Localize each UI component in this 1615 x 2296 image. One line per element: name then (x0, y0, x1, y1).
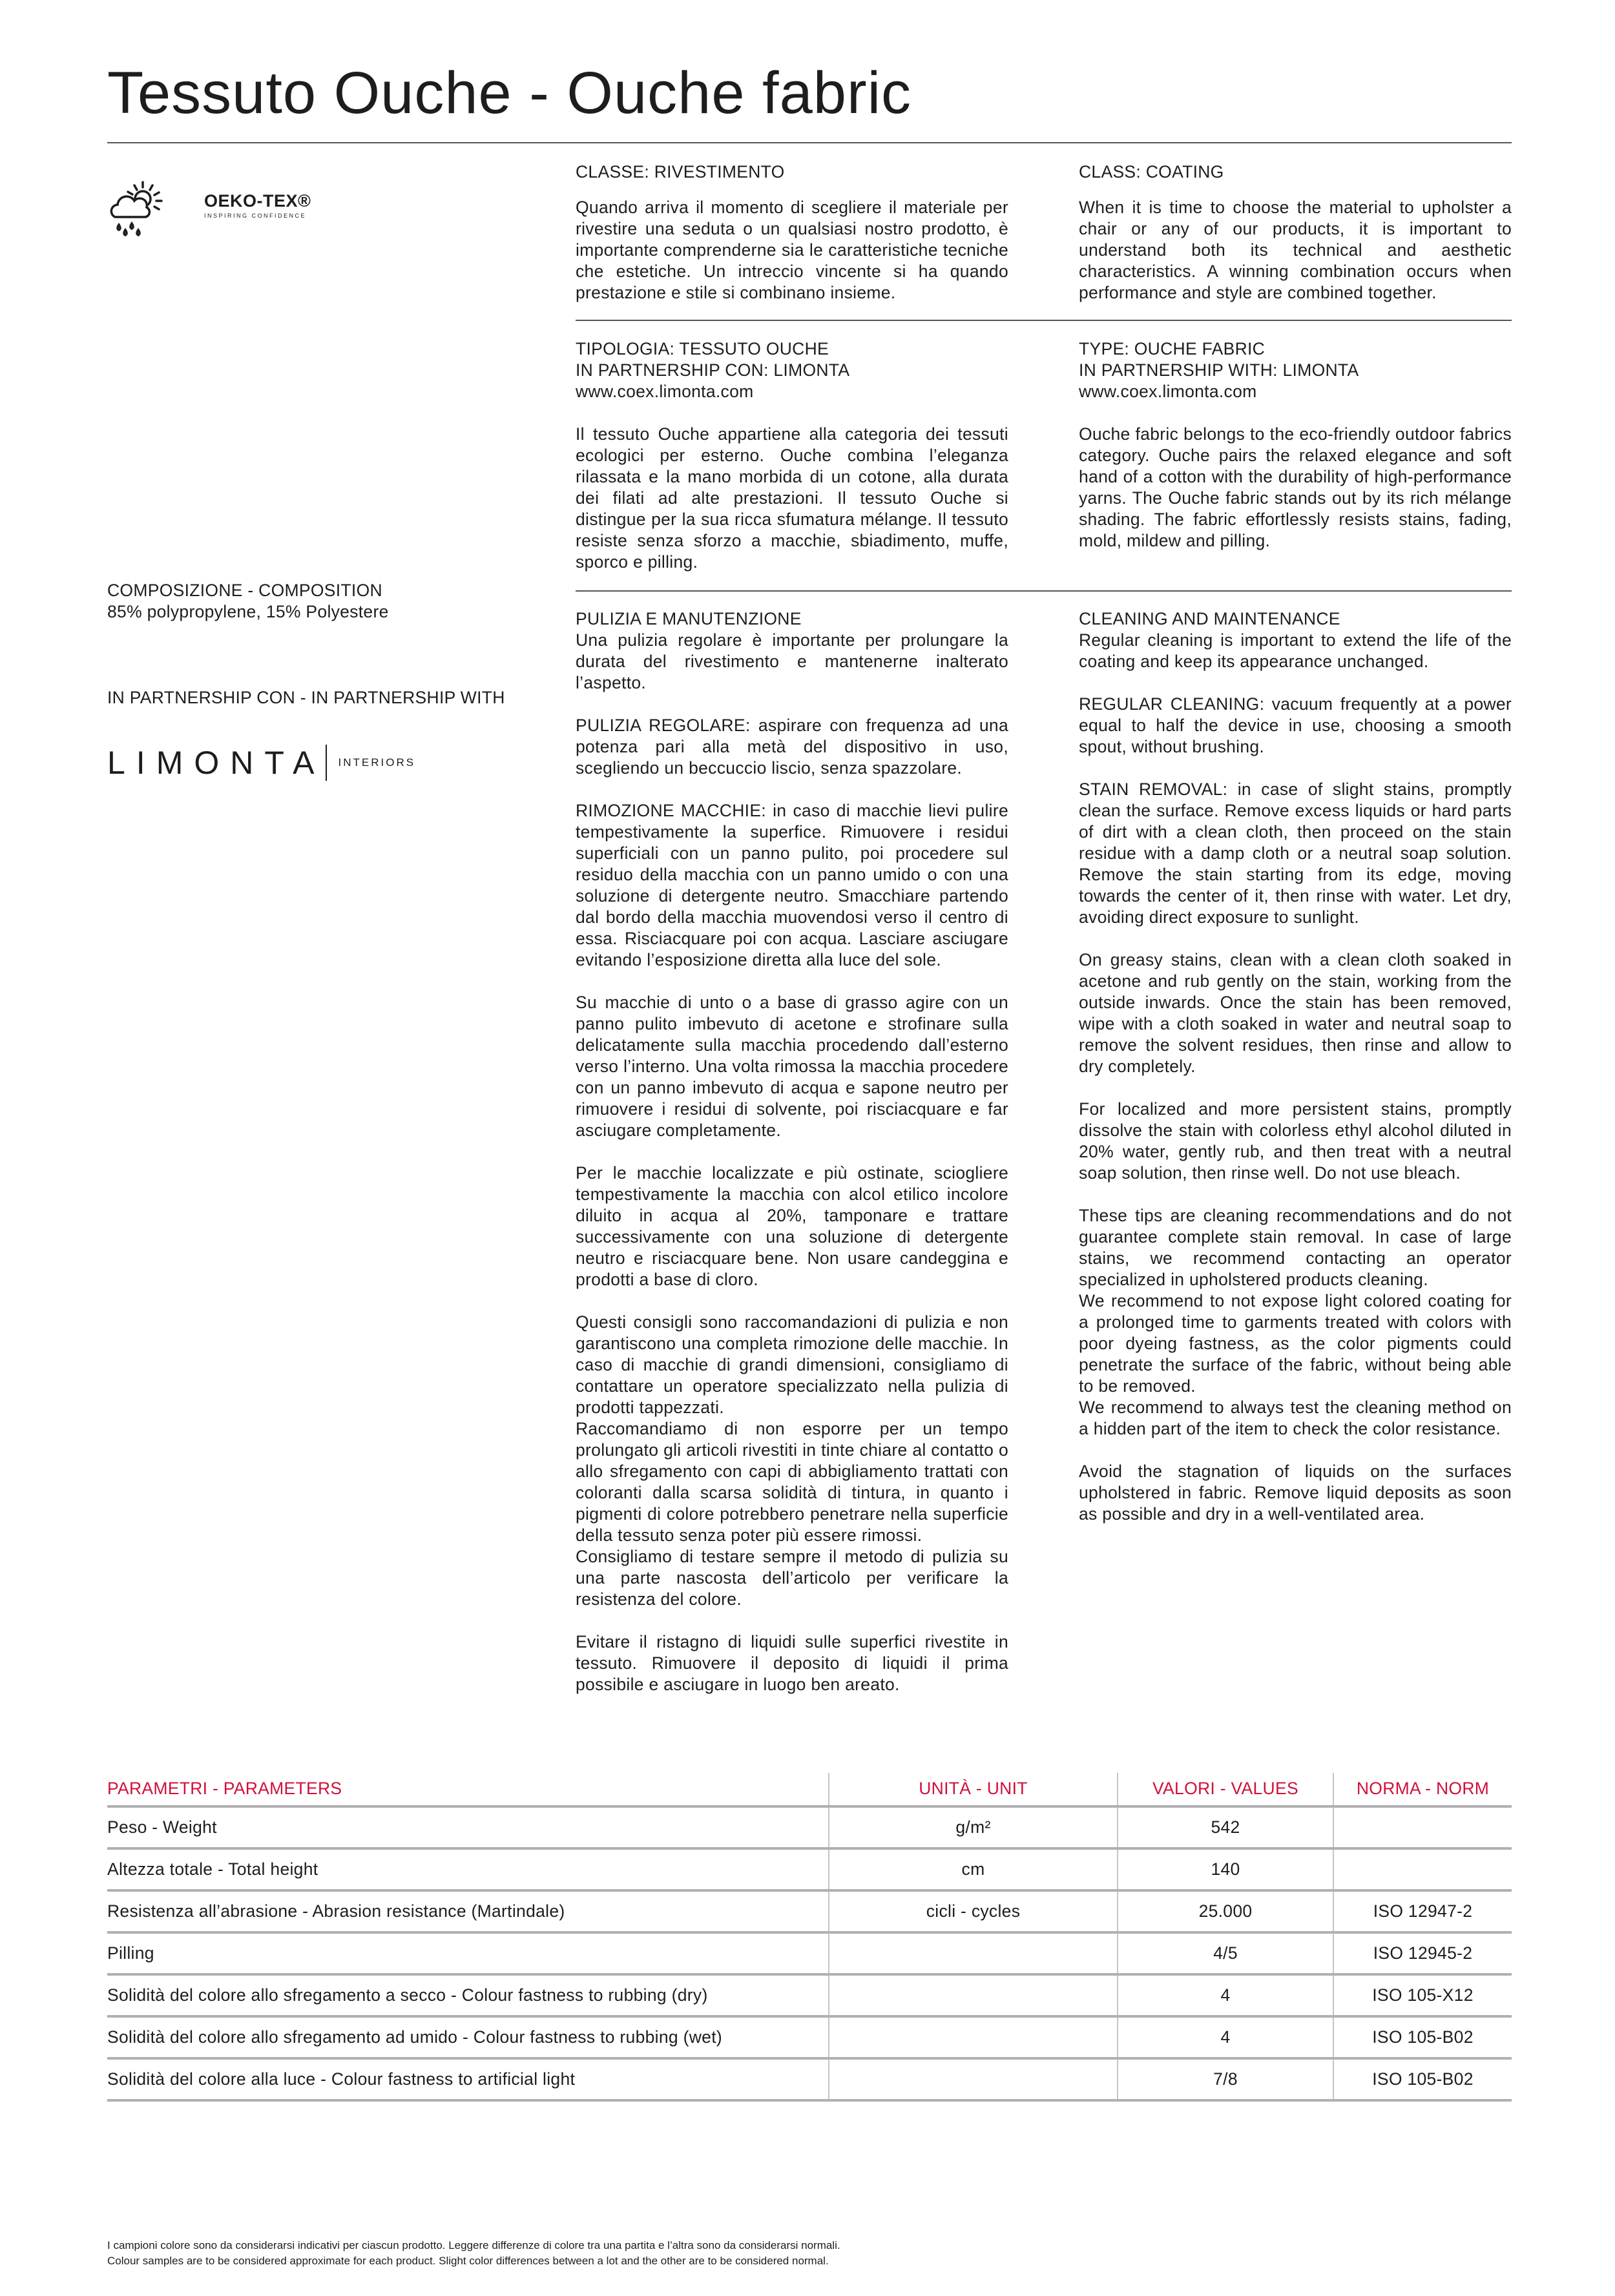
weather-icon (107, 180, 165, 241)
value-cell: 4 (1118, 2016, 1333, 2058)
title-divider (107, 142, 1512, 143)
oekotex-logo-name: OEKO-TEX® (204, 191, 311, 211)
oekotex-logo (204, 191, 311, 219)
cleaning-paragraph: For localized and more persistent stains, promptly dissolve the stain with colorless ethyl alcohol diluted in 20% water, gently rub, and then treat with a neutral soap solution, then rinse well. Do not use bleach. (1079, 1099, 1512, 1183)
header-parameters: PARAMETRI - PARAMETERS (107, 1773, 829, 1806)
type-text-it: Il tessuto Ouche appartiene alla categoria dei tessuti ecologici per esterno. Ouche combina l’eleganza rilassata e la mano morbida di un cotone, alla durata dei filati ad alte prestazioni. Il tessuto Ouche si distingue per la sua ricca sfumatura mélange. Il tessuto resiste senza sforzo a macchie, sbiadimento, muffe, sporco e pilling. (576, 424, 1008, 572)
parameter-cell: Solidità del colore allo sfregamento a secco - Colour fastness to rubbing (dry) (107, 1974, 829, 2016)
partner-label-en: IN PARTNERSHIP WITH: LIMONTA (1079, 360, 1359, 380)
norm-cell: ISO 105-B02 (1333, 2016, 1512, 2058)
website-link-en[interactable]: www.coex.limonta.com (1079, 382, 1257, 401)
cleaning-section-it (576, 608, 1008, 1695)
cleaning-paragraph: Questi consigli sono raccomandazioni di pulizia e non garantiscono una completa rimozione delle macchie. In caso di macchie di grandi dimensioni, consigliamo di contattare un operatore specializzato nella pulizia di prodotti tappezzati. (576, 1312, 1008, 1417)
footer-line-en: Colour samples are to be considered approximate for each product. Slight color differences between a lot and the other are to be considered normal. (107, 2255, 829, 2267)
value-cell: 7/8 (1118, 2058, 1333, 2100)
type-label-it: TIPOLOGIA: TESSUTO OUCHE (576, 339, 829, 358)
unit-cell: cm (829, 1848, 1118, 1890)
unit-cell (829, 2058, 1118, 2100)
limonta-logo-name: LIMONTA (107, 745, 326, 781)
cleaning-paragraph: We recommend to always test the cleaning method on a hidden part of the item to check the color resistance. (1079, 1398, 1512, 1438)
table-row (107, 1890, 1512, 1932)
norm-cell: ISO 105-X12 (1333, 1974, 1512, 2016)
value-cell: 25.000 (1118, 1890, 1333, 1932)
oekotex-logo-tagline: INSPIRING CONFIDENCE (204, 212, 307, 219)
cleaning-paragraph: REGULAR CLEANING: vacuum frequently at a power equal to half the device in use, choosing a smooth spout, without brushing. (1079, 694, 1512, 756)
unit-cell: cicli - cycles (829, 1890, 1118, 1932)
cleaning-paragraph: Evitare il ristagno di liquidi sulle superfici rivestite in tessuto. Rimuovere il deposito di liquidi il prima possibile e asciugare in luogo ben areato. (576, 1632, 1008, 1694)
header-norm: NORMA - NORM (1333, 1773, 1512, 1806)
table-row (107, 1932, 1512, 1974)
parameter-cell: Altezza totale - Total height (107, 1848, 829, 1890)
norm-cell: ISO 12947-2 (1333, 1890, 1512, 1932)
footer-disclaimer (107, 2238, 840, 2269)
composition-value: 85% polypropylene, 15% Polyestere (107, 602, 389, 621)
parameter-cell: Pilling (107, 1932, 829, 1974)
unit-cell (829, 2016, 1118, 2058)
unit-cell (829, 1974, 1118, 2016)
class-label-it: CLASSE: RIVESTIMENTO (576, 162, 785, 181)
type-section-it (576, 338, 1008, 573)
table-header-row (107, 1773, 1512, 1806)
value-cell: 4/5 (1118, 1932, 1333, 1974)
table-row (107, 1974, 1512, 2016)
class-section-it (576, 161, 1008, 304)
unit-cell: g/m² (829, 1806, 1118, 1848)
cleaning-section-en (1079, 608, 1512, 1525)
cleaning-paragraph: Una pulizia regolare è importante per prolungare la durata del rivestimento e mantenerne inalterato l’aspetto. (576, 630, 1008, 692)
parameters-table (107, 1773, 1512, 2102)
limonta-logo (107, 744, 415, 781)
parameter-cell: Solidità del colore alla luce - Colour fastness to artificial light (107, 2058, 829, 2100)
partnership-label: IN PARTNERSHIP CON - IN PARTNERSHIP WITH (107, 688, 505, 707)
cleaning-paragraph: On greasy stains, clean with a clean cloth soaked in acetone and rub gently on the stain, working from the outside inwards. Once the stain has been removed, wipe with a cloth soaked in water and neutral soap to remove the solvent residues, then rinse and allow to dry completely. (1079, 950, 1512, 1076)
cleaning-paragraph: Avoid the stagnation of liquids on the surfaces upholstered in fabric. Remove liquid deposits as soon as possible and dry in a well-ventilated area. (1079, 1462, 1512, 1524)
website-link-it[interactable]: www.coex.limonta.com (576, 382, 754, 401)
cleaning-paragraph: PULIZIA REGOLARE: aspirare con frequenza ad una potenza pari alla metà del dispositivo in uso, scegliendo un beccuccio liscio, senza spazzolare. (576, 716, 1008, 778)
unit-cell (829, 1932, 1118, 1974)
cleaning-paragraph: Raccomandiamo di non esporre per un tempo prolungato gli articoli rivestiti in tinte chiare al contatto o allo sfregamento con capi di abbigliamento trattati con coloranti dalla scarsa solidità di tintura, in quanto i pigmenti di colore potrebbero penetrare nella superficie della tessuto senza poter più essere rimossi. (576, 1419, 1008, 1545)
limonta-logo-sub: INTERIORS (338, 756, 416, 769)
norm-cell (1333, 1848, 1512, 1890)
class-label-en: CLASS: COATING (1079, 162, 1224, 181)
parameter-cell: Resistenza all’abrasione - Abrasion resistance (Martindale) (107, 1890, 829, 1932)
table-row (107, 2058, 1512, 2100)
cleaning-heading-en: CLEANING AND MAINTENANCE (1079, 609, 1340, 628)
norm-cell: ISO 12945-2 (1333, 1932, 1512, 1974)
cleaning-paragraph: RIMOZIONE MACCHIE: in caso di macchie lievi pulire tempestivamente la superfice. Rimuovere i residui superficiali con un panno pulito, poi procedere sul residuo della macchia con un panno umido o con una soluzione di detergente neutro. Smacchiare partendo dal bordo della macchia muovendosi verso il centro di essa. Risciacquare poi con acqua. Lasciare asciugare evitando l’esposizione diretta alla luce del sole. (576, 801, 1008, 969)
cleaning-paragraph: Su macchie di unto o a base di grasso agire con un panno pulito imbevuto di acetone e strofinare sulla delicatamente sulla macchia procedendo dall’esterno verso l’interno. Una volta rimossa la macchia procedere con un panno imbevuto di acqua e sapone neutro per rimuovere i residui di solvente, poi risciacquare e far asciugare completamente. (576, 993, 1008, 1140)
section-divider (576, 590, 1512, 592)
table-row (107, 1806, 1512, 1848)
class-text-en: When it is time to choose the material to upholster a chair or any of our products, it is important to understand both its technical and aesthetic characteristics. A winning combination occurs when performance and style are combined together. (1079, 198, 1512, 302)
header-unit: UNITÀ - UNIT (829, 1773, 1118, 1806)
cleaning-paragraph: Consigliamo di testare sempre il metodo di pulizia su una parte nascosta dell’articolo per verificare la resistenza del colore. (576, 1547, 1008, 1609)
parameter-cell: Solidità del colore allo sfregamento ad umido - Colour fastness to rubbing (wet) (107, 2016, 829, 2058)
page-title: Tessuto Ouche - Ouche fabric (107, 60, 912, 126)
cleaning-heading-it: PULIZIA E MANUTENZIONE (576, 609, 802, 628)
type-section-en (1079, 338, 1512, 552)
composition-label: COMPOSIZIONE - COMPOSITION (107, 581, 382, 600)
header-values: VALORI - VALUES (1118, 1773, 1333, 1806)
cleaning-paragraph: STAIN REMOVAL: in case of slight stains, promptly clean the surface. Remove excess liquids or hard parts of dirt with a clean cloth, then proceed on the stain residue with a damp cloth or a neutral soap solution. Remove the stain starting from its edge, moving towards the center of it, then rinse with water. Let dry, avoiding direct exposure to sunlight. (1079, 780, 1512, 927)
footer-line-it: I campioni colore sono da considerarsi indicativi per ciascun prodotto. Leggere differenze di colore tra una partita e l’altra sono da considerarsi normali. (107, 2239, 840, 2251)
cleaning-paragraph: We recommend to not expose light colored coating for a prolonged time to garments treated with colors with poor dyeing fastness, as the color pigments could penetrate the surface of the fabric, without being able to be removed. (1079, 1291, 1512, 1396)
class-section-en (1079, 161, 1512, 304)
cleaning-paragraph: Regular cleaning is important to extend the life of the coating and keep its appearance unchanged. (1079, 630, 1512, 671)
cleaning-paragraph: These tips are cleaning recommendations and do not guarantee complete stain removal. In case of large stains, we recommend contacting an operator specialized in upholstered products cleaning. (1079, 1206, 1512, 1289)
section-divider (576, 320, 1512, 321)
table-row (107, 2016, 1512, 2058)
table-row (107, 1848, 1512, 1890)
cleaning-paragraph: Per le macchie localizzate e più ostinate, sciogliere tempestivamente la macchia con alcol etilico incolore diluito in acqua al 20%, tamponare e trattare successivamente con una soluzione di detergente neutro e risciacquare bene. Non usare candeggina e prodotti a base di cloro. (576, 1163, 1008, 1289)
value-cell: 140 (1118, 1848, 1333, 1890)
partner-label-it: IN PARTNERSHIP CON: LIMONTA (576, 360, 850, 380)
class-text-it: Quando arriva il momento di scegliere il materiale per rivestire una seduta o un qualsiasi nostro prodotto, è importante comprenderne sia le caratteristiche tecniche che estetiche. Un intreccio vincente si ha quando prestazione e stile si combinano insieme. (576, 198, 1008, 302)
norm-cell (1333, 1806, 1512, 1848)
value-cell: 4 (1118, 1974, 1333, 2016)
norm-cell: ISO 105-B02 (1333, 2058, 1512, 2100)
type-label-en: TYPE: OUCHE FABRIC (1079, 339, 1266, 358)
value-cell: 542 (1118, 1806, 1333, 1848)
parameter-cell: Peso - Weight (107, 1806, 829, 1848)
type-text-en: Ouche fabric belongs to the eco-friendly outdoor fabrics category. Ouche pairs the relaxed elegance and soft hand of a cotton with the durability of high-performance yarns. The Ouche fabric stands out by its rich mélange shading. The fabric effortlessly resists stains, fading, mold, mildew and pilling. (1079, 424, 1512, 550)
